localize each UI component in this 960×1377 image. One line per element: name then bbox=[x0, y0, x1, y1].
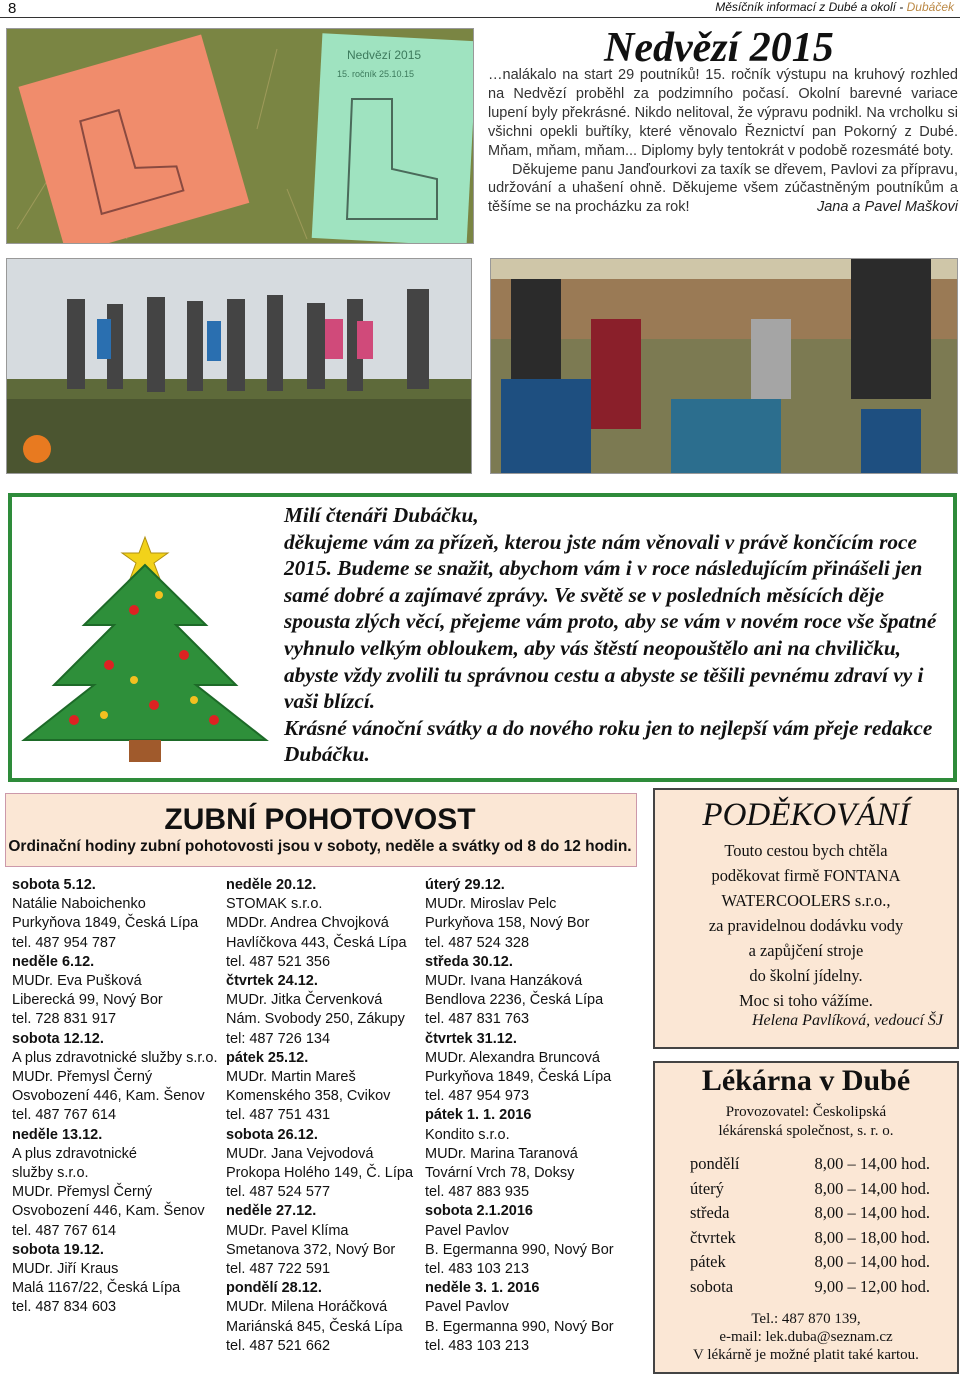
thanks-line: a zapůjčení stroje bbox=[748, 941, 864, 960]
christmas-salutation: Milí čtenáři Dubáčku, bbox=[284, 503, 479, 527]
dental-line: MUDr. Milena Horáčková bbox=[226, 1299, 388, 1316]
dental-entry bbox=[226, 876, 441, 972]
dental-line: A plus zdravotnické služby s.r.o. bbox=[12, 1049, 218, 1066]
dental-column-3 bbox=[425, 876, 640, 1356]
dental-line: MUDr. Marina Taranová bbox=[425, 1145, 578, 1162]
dental-line: tel. 487 767 614 bbox=[12, 1107, 117, 1124]
pharmacy-operator-line-1: Provozovatel: Českolipská bbox=[725, 1104, 887, 1120]
dental-line: tel: 487 726 134 bbox=[226, 1030, 331, 1047]
dental-entry bbox=[226, 1126, 441, 1203]
dental-entry bbox=[226, 1049, 441, 1126]
dental-line: tel. 487 834 603 bbox=[12, 1299, 117, 1316]
dental-day: neděle 27.12. bbox=[226, 1203, 317, 1220]
dental-entry bbox=[425, 1106, 640, 1202]
dental-column-1 bbox=[12, 876, 227, 1318]
dental-line: MUDr. Alexandra Bruncová bbox=[425, 1049, 600, 1066]
hours-time: 9,00 – 12,00 hod. bbox=[814, 1276, 930, 1296]
dental-line: Liberecká 99, Nový Bor bbox=[12, 992, 163, 1009]
pharmacy-cards-note: V lékárně je možné platit také kartou. bbox=[693, 1346, 919, 1363]
dental-line: MUDr. Eva Pušková bbox=[12, 973, 142, 990]
dental-line: STOMAK s.r.o. bbox=[226, 896, 323, 913]
pharmacy-operator bbox=[653, 1103, 959, 1141]
dental-entry bbox=[226, 1279, 441, 1356]
dental-line: Tovární Vrch 78, Doksy bbox=[425, 1165, 575, 1182]
dental-line: Osvobození 446, Kam. Šenov bbox=[12, 1088, 205, 1105]
hours-row bbox=[690, 1275, 930, 1300]
photo-diplomas bbox=[6, 28, 474, 244]
dental-line: Pavel Pavlov bbox=[425, 1222, 509, 1239]
pharmacy-hours bbox=[690, 1152, 930, 1300]
dental-line: Komenského 358, Cvikov bbox=[226, 1088, 391, 1105]
dental-entry bbox=[425, 876, 640, 953]
hours-day: čtvrtek bbox=[690, 1227, 736, 1247]
pharmacy-contact bbox=[653, 1311, 959, 1364]
dental-line: A plus zdravotnické bbox=[12, 1145, 137, 1162]
dental-line: MUDr. Jiří Kraus bbox=[12, 1261, 119, 1278]
hours-time: 8,00 – 14,00 hod. bbox=[814, 1178, 930, 1198]
article-paragraph-2-text: Děkujeme panu Janďourkovi za taxík se dřevem, Pavlovi za přípravu, udržování a uhašení ohně. Děkujeme všem zúčastněným poutníkům a těšíme se na procházku za rok! bbox=[488, 161, 958, 216]
dental-column-2 bbox=[226, 876, 441, 1356]
article-signature: Jana a Pavel Maškovi bbox=[816, 199, 958, 216]
page-number: 8 bbox=[8, 0, 17, 17]
dental-day: pondělí 28.12. bbox=[226, 1280, 322, 1297]
hours-day: středa bbox=[690, 1203, 730, 1223]
dental-entry bbox=[12, 1030, 227, 1126]
dental-line: MUDr. Pavel Klíma bbox=[226, 1222, 349, 1239]
christmas-message: děkujeme vám za přízeň, kterou jste nám věnovali v právě končícím roce 2015. Budeme se snažit, abychom vám i v roce následujícím přinášeli jen samé dobré a zajímavé zprávy. Ve světě se v posledních měsících děje spousta zlých věcí, přejeme vám proto, aby se vám v novém roce vše špatné vyhnulo velkým obloukem, aby vás štěstí neopouštělo ani na chviličku, abyste vždy zvolili tu správnou cestu a abyste se těšili pevnému zdraví vy i vaši blízcí. bbox=[284, 529, 937, 714]
hours-day: úterý bbox=[690, 1178, 724, 1198]
christmas-closing: Krásné vánoční svátky a do nového roku jen to nejlepší vám přeje redakce Dubáčku. bbox=[284, 715, 933, 767]
dental-line: Osvobození 446, Kam. Šenov bbox=[12, 1203, 205, 1220]
thanks-line: do školní jídelny. bbox=[749, 966, 863, 985]
article-title: Nedvězí 2015 bbox=[604, 25, 834, 71]
dental-line: MUDr. Ivana Hanzáková bbox=[425, 973, 583, 990]
dental-entry bbox=[226, 1202, 441, 1279]
dental-line: tel. 487 767 614 bbox=[12, 1222, 117, 1239]
dental-line: tel. 487 524 577 bbox=[226, 1184, 331, 1201]
dental-line: tel. 487 883 935 bbox=[425, 1184, 530, 1201]
photo-bonfire bbox=[490, 258, 958, 474]
dental-line: Nám. Svobody 250, Zákupy bbox=[226, 1011, 405, 1028]
header-rule bbox=[0, 17, 960, 18]
dental-day: sobota 19.12. bbox=[12, 1241, 104, 1258]
dental-entry bbox=[425, 1279, 640, 1356]
dental-day: neděle 3. 1. 2016 bbox=[425, 1280, 540, 1297]
hours-day: sobota bbox=[690, 1276, 734, 1296]
dental-line: MUDr. Přemysl Černý bbox=[12, 1069, 153, 1086]
hours-day: pátek bbox=[690, 1252, 726, 1272]
diploma-text-2: 15. ročník 25.10.15 bbox=[337, 69, 415, 79]
dental-line: služby s.r.o. bbox=[12, 1165, 89, 1182]
dental-line: tel. 487 524 328 bbox=[425, 934, 530, 951]
thanks-line: WATERCOOLERS s.r.o., bbox=[721, 891, 891, 910]
dental-line: B. Egermanna 990, Nový Bor bbox=[425, 1241, 614, 1258]
dental-line: MUDr. Jitka Červenková bbox=[226, 992, 383, 1009]
thanks-title: PODĚKOVÁNÍ bbox=[702, 797, 910, 833]
dental-day: sobota 5.12. bbox=[12, 877, 96, 893]
dental-line: tel. 487 521 356 bbox=[226, 953, 331, 970]
dental-line: MUDr. Přemysl Černý bbox=[12, 1184, 153, 1201]
dental-entry bbox=[226, 972, 441, 1049]
hours-row bbox=[690, 1177, 930, 1202]
dental-line: tel. 483 103 213 bbox=[425, 1261, 530, 1278]
hours-day: pondělí bbox=[690, 1154, 740, 1173]
hours-time: 8,00 – 18,00 hod. bbox=[814, 1227, 930, 1247]
dental-line: tel. 483 103 213 bbox=[425, 1337, 530, 1354]
dental-line: Prokopa Holého 149, Č. Lípa bbox=[226, 1165, 414, 1182]
dental-day: neděle 6.12. bbox=[12, 953, 95, 970]
dental-day: sobota 2.1.2016 bbox=[425, 1203, 533, 1220]
dental-line: Havlíčkova 443, Česká Lípa bbox=[226, 934, 407, 951]
dental-line: tel. 487 954 973 bbox=[425, 1088, 530, 1105]
dental-day: neděle 13.12. bbox=[12, 1126, 103, 1143]
christmas-tree-illustration bbox=[14, 515, 276, 765]
dental-line: tel. 487 722 591 bbox=[226, 1261, 331, 1278]
pharmacy-title: Lékárna v Dubé bbox=[701, 1064, 911, 1097]
dental-day: sobota 12.12. bbox=[12, 1030, 104, 1047]
dental-line: tel. 728 831 917 bbox=[12, 1011, 117, 1028]
hours-row bbox=[690, 1226, 930, 1251]
dental-emergency-title: ZUBNÍ POHOTOVOST bbox=[164, 803, 476, 836]
dental-day: středa 30.12. bbox=[425, 953, 513, 970]
thanks-line: Touto cestou bych chtěla bbox=[724, 841, 888, 860]
hours-time: 8,00 – 14,00 hod. bbox=[814, 1154, 930, 1173]
dental-line: MUDr. Jana Vejvodová bbox=[226, 1145, 374, 1162]
dental-line: Malá 1167/22, Česká Lípa bbox=[12, 1280, 181, 1297]
thanks-body bbox=[653, 838, 959, 1013]
dental-line: tel. 487 831 763 bbox=[425, 1011, 530, 1028]
dental-day: pátek 1. 1. 2016 bbox=[425, 1107, 532, 1124]
christmas-greeting bbox=[284, 502, 944, 768]
dental-day: čtvrtek 24.12. bbox=[226, 973, 318, 990]
hours-row bbox=[690, 1201, 930, 1226]
dental-line: MUDr. Miroslav Pelc bbox=[425, 896, 557, 913]
dental-entry bbox=[425, 953, 640, 1030]
pharmacy-email[interactable]: e-mail: lek.duba@seznam.cz bbox=[719, 1328, 893, 1345]
dental-day: sobota 26.12. bbox=[226, 1126, 318, 1143]
photo-group bbox=[6, 258, 472, 474]
thanks-signature: Helena Pavlíková, vedoucí ŠJ bbox=[751, 1012, 943, 1029]
article-paragraph-1: …nalákalo na start 29 poutníků! 15. ročník výstupu na kruhový rozhled na Nedvězí proběhl za podzimního počasí. Okolní barevné variace lupení byly překrásné. Nikdo nelitoval, že výpravu podnikl. Na vrcholku si všichni opekli buřtíky, které věnovalo Řeznictví pan Pokorný z Dubé. Mňam, mňam, mňam... Diplomy byly tentokrát v podobě rozesmáté boty. bbox=[488, 67, 958, 159]
dental-day: neděle 20.12. bbox=[226, 877, 317, 893]
thanks-line: za pravidelnou dodávku vody bbox=[708, 916, 904, 935]
dental-day: pátek 25.12. bbox=[226, 1049, 309, 1066]
running-title: Měsíčník informací z Dubé a okolí - bbox=[715, 0, 907, 14]
dental-entry bbox=[425, 1030, 640, 1107]
dental-line: Kondito s.r.o. bbox=[425, 1126, 510, 1143]
diploma-text-1: Nedvězí 2015 bbox=[347, 48, 422, 62]
thanks-line: Moc si toho vážíme. bbox=[739, 991, 873, 1010]
dental-emergency-subtitle: Ordinační hodiny zubní pohotovosti jsou v soboty, neděle a svátky od 8 do 12 hodin. bbox=[8, 838, 632, 855]
dental-entry bbox=[425, 1202, 640, 1279]
dental-line: B. Egermanna 990, Nový Bor bbox=[425, 1318, 614, 1335]
dental-entry bbox=[12, 953, 227, 1030]
running-header bbox=[715, 0, 954, 14]
brand-name: Dubáček bbox=[906, 0, 954, 14]
dental-entry bbox=[12, 1126, 227, 1241]
thanks-line: poděkovat firmě FONTANA bbox=[711, 866, 901, 885]
dental-line: Purkyňova 1849, Česká Lípa bbox=[425, 1069, 612, 1086]
dental-line: tel. 487 751 431 bbox=[226, 1107, 331, 1124]
dental-entry bbox=[12, 876, 227, 953]
pharmacy-phone: Tel.: 487 870 139, bbox=[751, 1311, 861, 1327]
dental-line: Pavel Pavlov bbox=[425, 1299, 509, 1316]
dental-line: tel. 487 521 662 bbox=[226, 1337, 331, 1354]
dental-day: čtvrtek 31.12. bbox=[425, 1030, 517, 1047]
dental-line: tel. 487 954 787 bbox=[12, 934, 117, 951]
dental-line: Natálie Naboichenko bbox=[12, 896, 146, 913]
hours-time: 8,00 – 14,00 hod. bbox=[814, 1252, 930, 1272]
article-body bbox=[488, 66, 958, 217]
dental-line: MUDr. Martin Mareš bbox=[226, 1069, 356, 1086]
pharmacy-operator-line-2: lékárenská společnost, s. r. o. bbox=[718, 1123, 894, 1139]
hours-row bbox=[690, 1152, 930, 1177]
dental-line: Smetanova 372, Nový Bor bbox=[226, 1241, 396, 1258]
dental-line: Purkyňova 1849, Česká Lípa bbox=[12, 915, 199, 932]
article-paragraph-2 bbox=[488, 161, 958, 218]
dental-line: Purkyňova 158, Nový Bor bbox=[425, 915, 590, 932]
dental-day: úterý 29.12. bbox=[425, 877, 505, 893]
hours-time: 8,00 – 14,00 hod. bbox=[814, 1203, 930, 1223]
hours-row bbox=[690, 1250, 930, 1275]
dental-entry bbox=[12, 1241, 227, 1318]
dental-line: Mariánská 845, Česká Lípa bbox=[226, 1318, 403, 1335]
dental-line: Bendlova 2236, Česká Lípa bbox=[425, 992, 604, 1009]
dental-line: MDDr. Andrea Chvojková bbox=[226, 915, 389, 932]
